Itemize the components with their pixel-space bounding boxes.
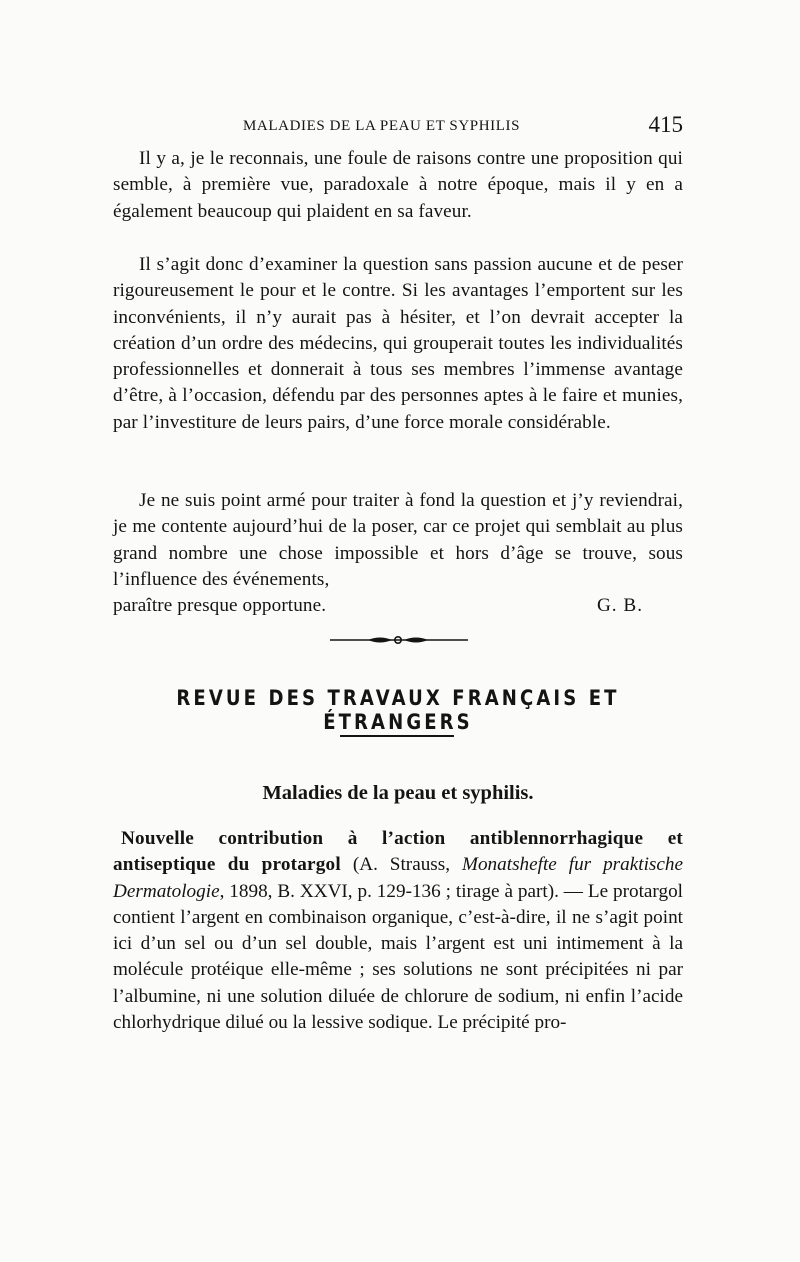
paragraph-2-text: Il s’agit donc d’examiner la question sans passion aucune et de peser rigoureusement le pour et le contre. Si les avantages l’emportent sur les inconvénients, il n’y aurait pas à hésiter, et l’on devrait accepter la création d’un ordre des médecins, qui grouperait toutes les individualités professionnelles et donnerait à tous ses membres l’immense avantage d’être, à l’occasion, défendu par des personnes aptes à le faire et munies, par l’investiture de leurs pairs, d’une force morale considérable. [113,254,683,433]
article-text: , 1898, B. XXVI, p. 129-136 ; tirage à part). — Le protargol contient l’argent en combinaison organique, c’est-à-dire, il ne s’agit point ici d’un sel ou d’un sel double, mais l’argent est uni intimement à la molécule protéique elle-même ; ses solutions ne sont précipitées ni par l’albumine, ni une solution diluée de chlorure de sodium, ni enfin l’acide chlorhydrique dilué ou la lessive sodique. Le précipité pro- [113,880,683,1034]
ornament-divider-icon [330,633,468,647]
section-heading: REVUE DES TRAVAUX FRANÇAIS ET ÉTRANGERS [176,686,620,734]
article-author: (A. Strauss, [340,854,462,876]
article-entry [113,826,683,1036]
paragraph-2 [113,252,683,436]
paragraph-1 [113,146,683,225]
page-number: 415 [648,112,683,137]
running-title: MALADIES DE LA PEAU ET SYPHILIS [243,118,521,134]
article-title: Nouvelle contribution à l’action antiblennorrhagique et antiseptique du protargol [113,828,683,876]
paragraph-3-last-line: paraître presque opportune. [113,595,327,617]
paragraph-3-text: Je ne suis point armé pour traiter à fond la question et j’y reviendrai, je me contente aujourd’hui de la poser, car ce projet qui semblait au plus grand nombre une chose impossible et hors d’âge se trouve, sous l’influence des événements, [113,490,683,590]
closing-line [113,593,683,619]
paragraph-3 [113,488,683,619]
article-paragraph [113,826,683,1036]
author-signature: G. B. [596,595,643,617]
running-head [113,112,688,140]
article-journal: Monatshefte fur praktische Dermatologie [113,854,684,902]
paragraph-1-text: Il y a, je le reconnais, une foule de raisons contre une proposition qui semble, à première vue, paradoxale à notre époque, mais il y en a également beaucoup qui plaident en sa faveur. [113,148,683,222]
subsection-heading: Maladies de la peau et syphilis. [262,782,534,804]
heading-rule [340,735,454,737]
